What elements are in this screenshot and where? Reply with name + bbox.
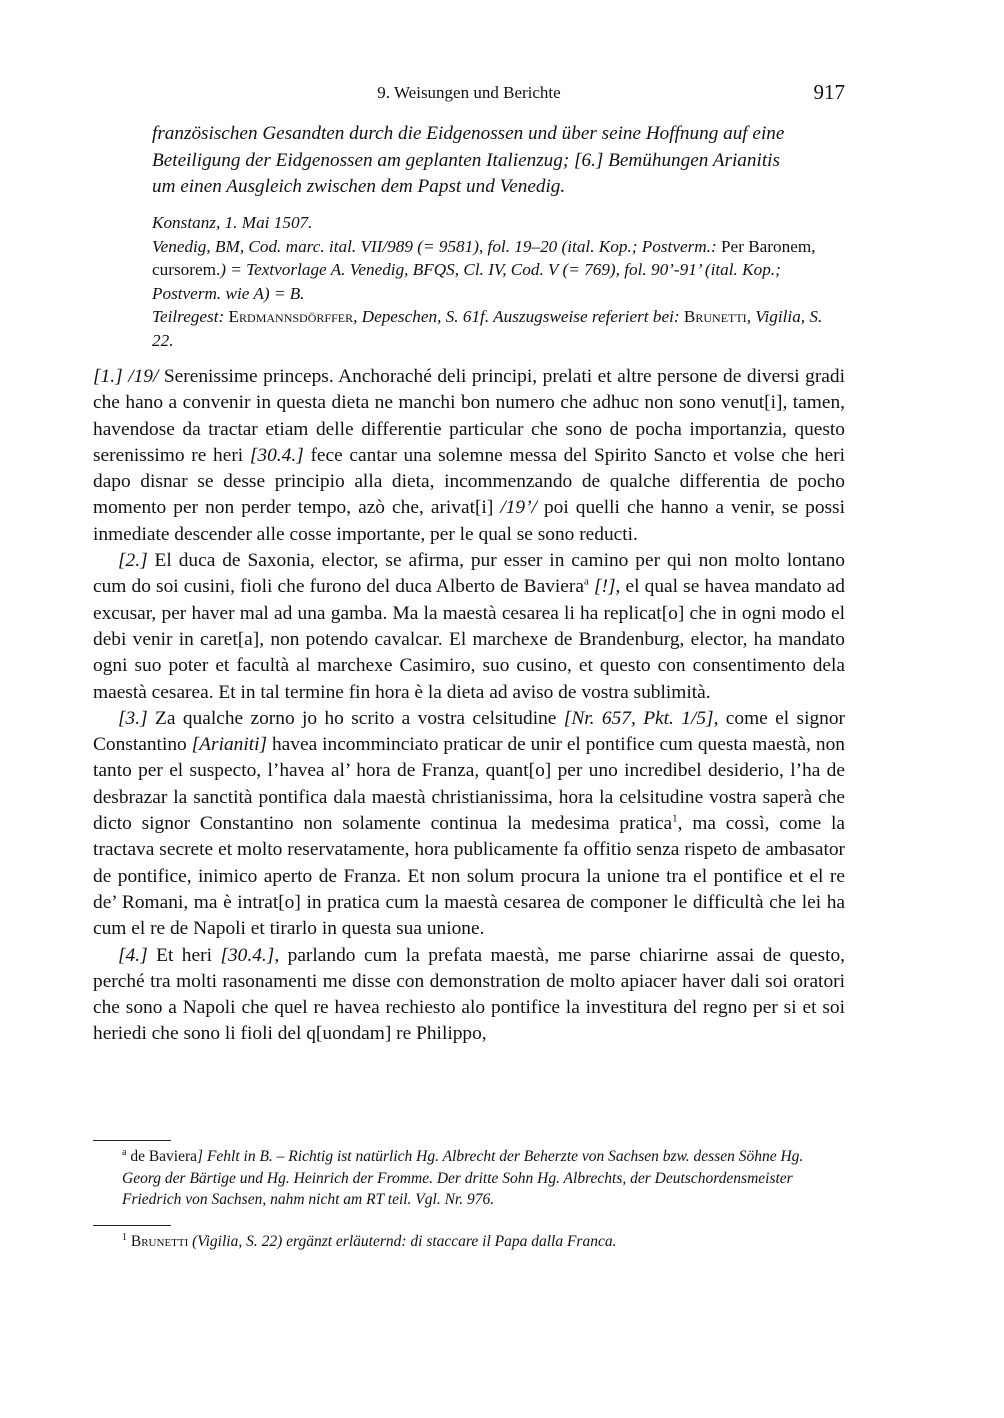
- footnote-reference[interactable]: a: [583, 575, 589, 588]
- paragraph: [93, 364, 845, 548]
- regest-citation: [152, 305, 845, 352]
- page-number: 917: [813, 80, 845, 104]
- paragraph-marker: [3.]: [118, 707, 148, 729]
- date-reference: [30.4.]: [249, 444, 304, 466]
- paragraph: [93, 943, 845, 1048]
- source-a: Venedig, BM, Cod. marc. ital. VII/989 (= 9581), fol. 19–20 (ital. Kop.; Postverm.:: [152, 236, 717, 256]
- regest-mid: , Depeschen, S. 61f. Auszugsweise referiert bei:: [353, 307, 680, 326]
- footnote-body: (Vigilia, S. 22) ergänzt erläuternd: di staccare il Papa dalla Franca.: [188, 1233, 617, 1250]
- footnote-a: [93, 1146, 845, 1211]
- source-citation: [152, 235, 845, 306]
- footnote-body: ] Fehlt in B. – Richtig ist natürlich Hg. Albrecht der Beherzte von Sachsen bzw. dessen Söhne Hg. Georg der Bärtige und Hg. Heinrich der Fromme. Der dritte Sohn Hg. Albrechts, der Deutschordensmeister Friedrich von Sachsen, nahm nicht am RT teil. Vgl. Nr. 976.: [122, 1148, 804, 1208]
- paragraph-marker: [1.]: [93, 366, 123, 387]
- name-annotation: [Arianiti]: [191, 734, 268, 756]
- footnote-divider: [93, 1225, 171, 1226]
- paragraph: [93, 548, 845, 706]
- footnote-lemma: de Baviera: [126, 1148, 198, 1165]
- footnote-divider: [93, 1140, 171, 1141]
- summary-line: Beteiligung der Eidgenossen am geplanten Italienzug; [6.] Bemühungen Arianitis: [152, 149, 780, 171]
- source-b: ) = Textvorlage A. Venedig, BFQS, Cl. IV, Cod. V (= 769), fol. 90’-91’ (ital. Kop.; Postverm. wie A) = B.: [152, 260, 781, 303]
- paragraph-marker: [4.]: [118, 944, 148, 966]
- footnote-reference[interactable]: 1: [672, 812, 678, 825]
- folio-marker: /19/: [128, 366, 159, 387]
- footnote-mark: 1: [122, 1231, 127, 1243]
- regest-end: , Vigilia, S. 22.: [152, 307, 823, 350]
- footnote-author: Brunetti: [127, 1233, 189, 1250]
- footnote-mark: a: [122, 1146, 127, 1158]
- footnote-text: [93, 1231, 845, 1253]
- paragraph-text: Et heri: [147, 944, 221, 966]
- paragraph: [93, 706, 845, 943]
- summary-line: um einen Ausgleich zwischen dem Papst und Venedig.: [152, 176, 566, 197]
- running-title: 9. Weisungen und Berichte: [377, 83, 561, 102]
- date-place: Konstanz, 1. Mai 1507.: [152, 213, 313, 232]
- document-body: [93, 364, 845, 1048]
- paragraph-text: , ma cossì, come la tractava secrete et molto reservatamente, hora publicamente fa offitio senza rispeto de ambasator de pontifice, inimico aperto de Franza. Et non solum procura la unione tra el pontifice et el re de’ Romani, ma è intrat[o] in pratica cum la maestà cesarea de componer le difficultà che lei ha cum el re de Napoli et tirarlo in questa sua unione.: [93, 813, 846, 940]
- paragraph-text: , come el signor Constantino: [93, 707, 845, 756]
- cross-reference: [Nr. 657, Pkt. 1/5]: [563, 707, 714, 729]
- paragraph-text: Serenissime princeps. Anchoraché deli principi, prelati et altre persone de diversi gradi che hano a convenir in questa dieta ne manchi bon numero che adhuc non sono venut[i], tamen, havendose da tractar etiam delle differentie particular che sono de pocha importanzia, questo serenissimo re heri: [93, 366, 846, 466]
- paragraph-text: El duca de Saxonia, elector, se afirma, pur esser in camino per qui non molto lontano cum do soi cusini, fioli che furono del duca Alberto de Baviera: [93, 550, 845, 598]
- source-metadata: [152, 211, 845, 352]
- paragraph-marker: [2.]: [118, 550, 148, 572]
- paragraph-text: poi quelli che hanno a venir, se possi inmediate descender alle cosse importante, per le qual se sono reducti.: [93, 497, 845, 545]
- document-summary: [152, 121, 845, 201]
- regest-author: Erdmannsdörffer: [228, 307, 354, 326]
- footnote-1: [93, 1231, 845, 1253]
- regest-author: Brunetti: [683, 307, 747, 326]
- summary-line: französischen Gesandten durch die Eidgenossen und über seine Hoffnung auf eine: [152, 123, 785, 144]
- paragraph-text: Za qualche zorno jo ho scrito a vostra celsitudine: [147, 707, 564, 729]
- paragraph-text: , el qual se havea mandato ad excusar, per haver mal ad una gamba. Ma la maestà cesarea li ha replicat[o] che in ogni modo el debi venir in caret[a], non potendo cavalcar. El marchexe de Brandenburg, elector, ha mandato ogni suo poter et facultà al marchexe Casimiro, suo cusino, et questo con consentimento dela maestà cesarea. Et in tal termine fin hora è la dieta ad aviso de vostra sublimità.: [93, 576, 845, 703]
- paragraph-text: havea incomminciato praticar de unir el pontifice cum questa maestà, non tanto per el suspecto, l’havea al’ hora de Franza, quant[o] per uno incredibel desiderio, l’ha de desbrazar la sanctità pontifica dala maestà christianissima, hora la celsitudine vostra saperà che dicto signor Constantino non solamente continua la medesima pratica: [93, 734, 845, 835]
- folio-marker: /19’/: [500, 497, 537, 519]
- running-head: [93, 80, 845, 110]
- regest-label: Teilregest:: [152, 307, 225, 326]
- footnote-text: [93, 1146, 845, 1211]
- date-reference: [30.4.]: [220, 944, 275, 966]
- postal-note: Per Baronem, cursorem.: [152, 236, 816, 279]
- paragraph-text: , parlando cum la prefata maestà, me parse chiarirne assai de questo, perché tra molti rasonamenti me disse con demonstration de molto apiacer haver dali soi oratori che sono a Napoli che quel re havea rechiesto alo pontifice la investitura del regno per si et soi heriedi che sono li fioli del q[uondam] re Philippo,: [93, 944, 846, 1045]
- sic-marker: [!]: [588, 576, 616, 598]
- paragraph-text: fece cantar una solemne messa del Spirito Sancto et volse che heri dapo disnar se desse principio alla dieta, incommenzando de qualche differentia de pocho momento per non perder tempo, azò che, arivat[i]: [93, 444, 845, 519]
